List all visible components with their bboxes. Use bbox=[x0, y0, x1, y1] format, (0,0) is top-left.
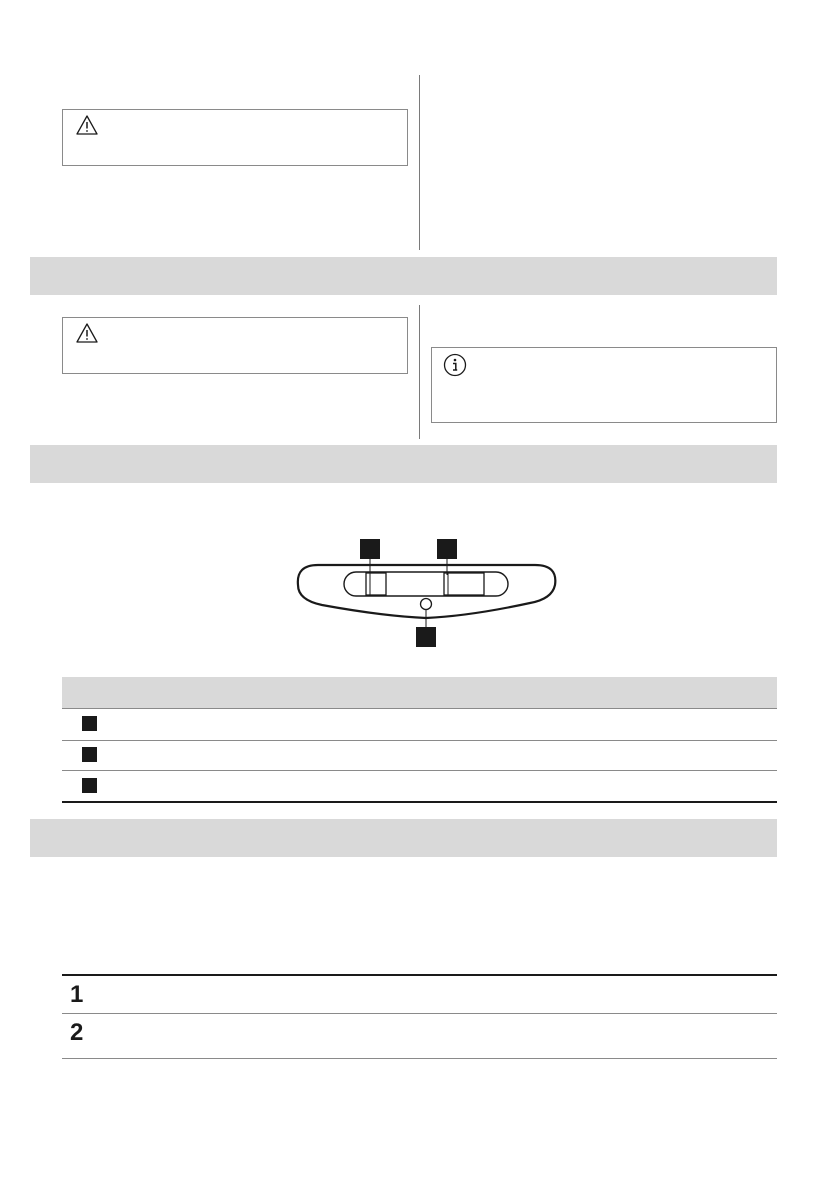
row-marker-square bbox=[82, 747, 97, 762]
panel-right-knob bbox=[444, 573, 484, 595]
table-row bbox=[62, 771, 777, 801]
warning-icon bbox=[76, 323, 98, 343]
row-marker-square bbox=[82, 778, 97, 793]
section-header-band-1 bbox=[30, 257, 777, 295]
steps-table-bottom-rule bbox=[62, 1058, 777, 1059]
list-item bbox=[62, 1014, 777, 1058]
callout-marker-3 bbox=[416, 627, 436, 647]
callout-marker-1 bbox=[360, 539, 380, 559]
column-divider-middle bbox=[419, 305, 420, 439]
callout-marker-2 bbox=[437, 539, 457, 559]
table-row bbox=[62, 741, 777, 770]
panel-left-knob bbox=[366, 573, 386, 595]
info-icon bbox=[443, 353, 467, 377]
parts-table-header bbox=[62, 677, 777, 708]
panel-indicator-light bbox=[421, 599, 432, 610]
section-header-band-2 bbox=[30, 445, 777, 483]
info-note-1 bbox=[431, 347, 777, 423]
column-divider-top bbox=[419, 75, 420, 250]
warning-icon bbox=[76, 115, 98, 135]
warning-note-2 bbox=[62, 317, 408, 374]
parts-table-bottom-rule bbox=[62, 801, 777, 803]
list-item bbox=[62, 976, 777, 1013]
row-marker-square bbox=[82, 716, 97, 731]
table-row bbox=[62, 709, 777, 740]
warning-note-1 bbox=[62, 109, 408, 166]
step-number-2: 2 bbox=[70, 1019, 84, 1046]
control-panel-diagram bbox=[290, 533, 562, 649]
section-header-band-3 bbox=[30, 819, 777, 857]
step-number-1: 1 bbox=[70, 981, 84, 1008]
